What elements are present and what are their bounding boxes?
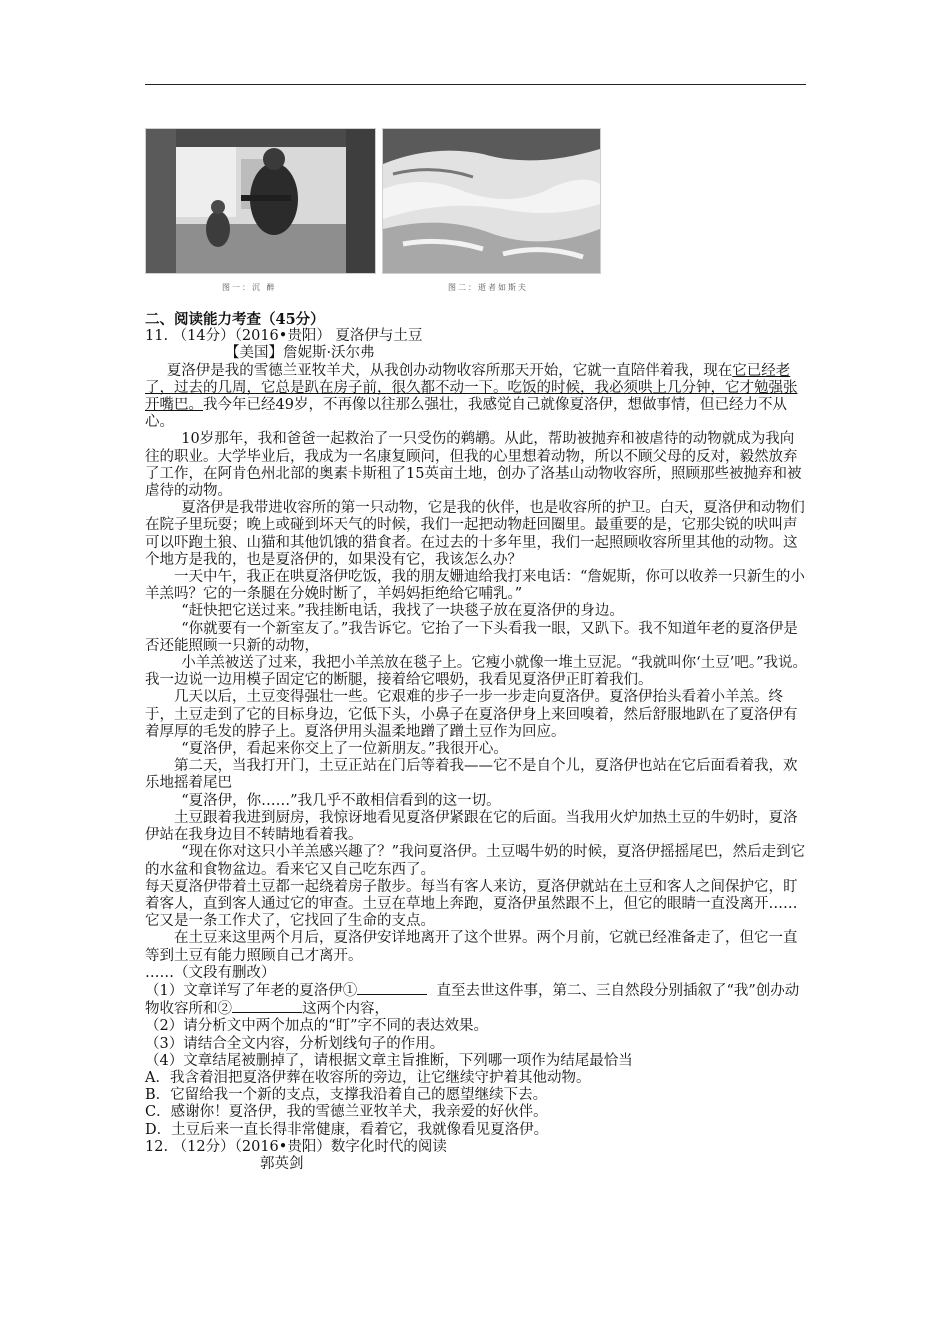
paragraph: 小羊羔被送了过来，我把小羊羔放在毯子上。它瘦小就像一堆土豆泥。“我就叫你‘土豆’吧。”我说。我一边说一边用模子固定它的断腿，接着给它喂奶，我看见夏洛伊正盯着我们。 [145,655,808,689]
photo-rushing-river [382,128,601,274]
paragraph: 几天以后，土豆变得强壮一些。它艰难的步子一步一步走向夏洛伊。夏洛伊抬头看着小羊羔。终于，土豆走到了它的目标身边，它低下头，小鼻子在夏洛伊身上来回嗅着，然后舒服地趴在了夏洛伊有着厚厚的毛发的脖子上。夏洛伊用头温柔地蹭了蹭土豆作为回应。 [145,689,798,740]
q12-header: 12. （12分）（2016•贵阳）数字化时代的阅读 [145,1138,447,1155]
paragraph: 土豆跟着我进到厨房，我惊讶地看见夏洛伊紧跟在它的后面。当我用火炉加热土豆的牛奶时，夏洛伊站在我身边目不转睛地看着我。 [145,809,798,844]
q12-author: 郭英剑 [260,1155,304,1172]
option-b: B．它留给我一个新的支点，支撑我沿着自己的愿望继续下去。 [145,1087,548,1104]
paragraph: 夏洛伊是我带进收容所的第一只动物，它是我的伙伴，也是收容所的护卫。白天，夏洛伊和动物们在院子里玩耍；晚上或碰到坏天气的时候，我们一起把动物赶回圈里。最重要的是，它那尖锐的吠叫声可以吓跑土狼、山猫和其他饥饿的猎食者。在过去的十多年里，我们一起照顾收容所里其他的动物。这个地方是我的，也是夏洛伊的，如果没有它，我该怎么办？ [145,500,805,568]
option-d: D．土豆后来一直长得非常健康，看着它，我就像看见夏洛伊。 [145,1121,549,1138]
paragraph: 每天夏洛伊带着土豆都一起绕着房子散步。每当有客人来访，夏洛伊就站在土豆和客人之间保护它，盯着客人，直到客人通过它的审查。土豆在草地上奔跑，夏洛伊虽然跟不上，但它的眼睛一直没离开……它又是一条工作犬了，它找回了生命的支点。 [145,878,798,930]
option-c: C．感谢你！夏洛伊，我的雪德兰亚牧羊犬，我亲爱的好伙伴。 [145,1104,548,1121]
option-a: A．我含着泪把夏洛伊葬在收容所的旁边，让它继续守护着其他动物。 [145,1069,591,1086]
q11-author: 【美国】詹妮斯·沃尔弗 [225,345,375,362]
question-3: （3）请结合全文内容，分析划线句子的作用。 [145,1035,445,1052]
question-2: （2）请分析文中两个加点的“盯”字不同的表达效果。 [145,1018,489,1035]
paragraph: 夏洛伊是我的雪德兰亚牧羊犬，从我创办动物收容所那天开始，它就一直陪伴着我，现在它已经老了，过去的几周，它总是趴在房子前，很久都不动一下。吃饭的时候，我必须哄上几分钟，它才勉强张开嘴巴。我今年已经49岁，不再像以往那么强壮，我感觉自己就像夏洛伊，想做事情，但已经力不从心。 [145,362,798,431]
figure1-caption: 图一：沉 醉 [222,283,277,292]
blank-1-marker: ① [342,982,358,999]
paragraph: “你就要有一个新室友了。”我告诉它。它抬了一下头看我一眼，又趴下。我不知道年老的夏洛伊是否还能照顾一只新的动物， [145,620,798,654]
paragraph: 第二天，当我打开门，土豆正站在门后等着我——它不是自个儿，夏洛伊也站在它后面看着我，欢乐地摇着尾巴 [145,758,798,792]
underlined-sentence: 它已经老了，过去的几周，它总是趴在房子前，很久都不动一下。吃饭的时候，我必须哄上几分钟，它才勉强张开嘴巴。 [145,362,798,414]
photo-old-man-playing-instrument [145,128,376,274]
paragraph: 10岁那年，我和爸爸一起救治了一只受伤的鹈鹕。从此，帮助被抛弃和被虐待的动物就成为我向往的职业。大学毕业后，我成为一名康复顾问，但我的心里想着动物，所以不顾父母的反对，毅然放弃了工作，在阿肯色州北部的奥素卡斯租了15英亩土地，创办了洛基山动物收容所，照顾那些被抛弃和被虐待的动物。 [145,431,802,500]
header-rule [145,84,806,85]
answer-blank-1[interactable] [357,982,427,995]
figure2-caption: 图二：逝者如斯夫 [448,283,528,292]
q11-header: 11. （14分）（2016•贵阳） 夏洛伊与土豆 [145,328,423,345]
blank-2-marker: ② [217,1001,232,1018]
answer-blank-2[interactable] [232,1000,302,1013]
document-body [145,311,808,1173]
question-1: （1）文章详写了年老的夏洛伊① 直至去世这件事，第二、三自然段分别插叙了“我”创办动物收容所和② 这两个内容， [145,982,800,1018]
question-4: （4）文章结尾被删掉了，请根据文章主旨推断，下列哪一项作为结尾最恰当 [145,1052,633,1069]
section-title: 二、阅读能力考查（45分） [145,311,325,328]
deletion-note: ……（文段有删改） [145,964,276,981]
paragraph: “夏洛伊，你……”我几乎不敢相信看到的这一切。 [181,792,501,809]
paragraph: “现在你对这只小羊羔感兴趣了？”我问夏洛伊。土豆喝牛奶的时候，夏洛伊摇摇尾巴，然后走到它的水盆和食物盆边。看来它又自己吃东西了。 [145,844,806,878]
paragraph: 在土豆来这里两个月后，夏洛伊安详地离开了这个世界。两个月前，它就已经准备走了，但它一直等到土豆有能力照顾自己才离开。 [145,930,798,964]
paragraph: “赶快把它送过来。”我挂断电话，我找了一块毯子放在夏洛伊的身边。 [181,603,624,620]
paragraph: “夏洛伊，看起来你交上了一位新朋友。”我很开心。 [181,741,508,758]
paragraph: 一天中午，我正在哄夏洛伊吃饭，我的朋友姗迪给我打来电话：“詹妮斯，你可以收养一只新生的小羊羔吗？它的一条腿在分娩时断了，羊妈妈拒绝给它哺乳。” [145,569,805,603]
